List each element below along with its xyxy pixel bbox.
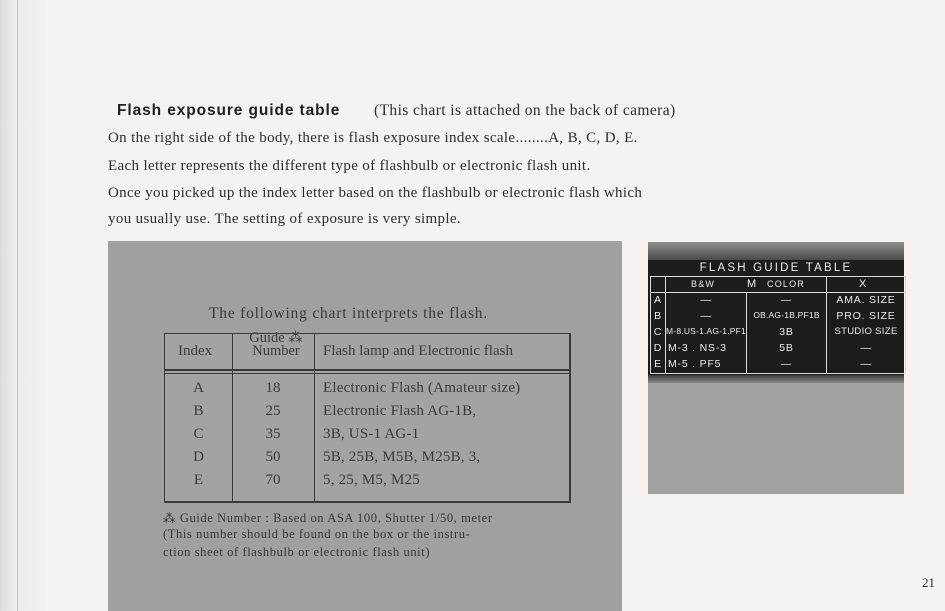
footnote-line: (This number should be found on the box or the instru- xyxy=(163,527,471,541)
section-heading: Flash exposure guide table xyxy=(117,102,341,119)
plate-color: — xyxy=(780,358,793,370)
plate-col-bw: B&W xyxy=(691,279,716,289)
table-row xyxy=(165,449,569,472)
page-number: 21 xyxy=(922,575,935,590)
plate-letter: E xyxy=(654,358,662,370)
cell-guide: 35 xyxy=(265,426,281,442)
plate-table xyxy=(650,276,906,374)
cell-guide: 50 xyxy=(265,449,281,465)
plate-title: FLASH GUIDE TABLE xyxy=(699,262,853,274)
heading-note: (This chart is attached on the back of camera) xyxy=(374,102,676,119)
plate-x: — xyxy=(860,358,872,370)
cell-guide: 70 xyxy=(265,472,281,488)
cell-flash: Electronic Flash AG-1B, xyxy=(323,403,477,419)
plate-x: — xyxy=(860,342,872,354)
plate-x: AMA. SIZE xyxy=(836,294,896,306)
header-divider xyxy=(165,373,569,374)
cell-index: C xyxy=(193,426,204,442)
plate-row xyxy=(651,357,905,373)
binding-edge xyxy=(17,0,18,611)
plate-x: PRO. SIZE xyxy=(836,310,896,322)
header-guide-line2: Number xyxy=(252,343,300,359)
cell-flash: 3B, US-1 AG-1 xyxy=(323,426,420,442)
flash-guide-plate xyxy=(648,242,904,383)
cell-flash: 5B, 25B, M5B, M25B, 3, xyxy=(323,449,481,465)
plate-row xyxy=(651,309,905,325)
table-row xyxy=(165,380,569,403)
plate-color: 5B xyxy=(779,342,794,354)
cell-index: E xyxy=(193,472,204,488)
camera-body-edge xyxy=(648,242,904,260)
plate-row xyxy=(651,325,905,341)
plate-row xyxy=(651,293,905,309)
paragraph-line: Each letter represents the different type of flashbulb or electronic flash unit. xyxy=(108,158,591,174)
plate-row xyxy=(651,341,905,357)
cell-index: D xyxy=(193,449,204,465)
cell-index: B xyxy=(193,403,204,419)
table-row xyxy=(165,426,569,449)
header-index: Index xyxy=(178,343,213,359)
cell-index: A xyxy=(193,380,204,396)
header-guide-line1: Guide ⁂ xyxy=(249,330,303,346)
table-row xyxy=(165,472,569,495)
plate-color: OB.AG-1B.PF1B xyxy=(753,310,820,320)
plate-bw: M-8.US-1.AG-1.PF1 xyxy=(666,326,746,336)
paragraph-line: you usually use. The setting of exposure is very simple. xyxy=(108,211,462,227)
plate-color: — xyxy=(780,294,793,306)
paragraph-line: Once you picked up the index letter based on the flashbulb or electronic flash which xyxy=(108,185,643,201)
paragraph-line: On the right side of the body, there is flash exposure index scale........A, B, C, D, E. xyxy=(108,130,638,146)
binding-gutter xyxy=(0,0,46,611)
plate-col-color: COLOR xyxy=(767,279,806,289)
panel-caption: The following chart interprets the flash. xyxy=(209,305,488,322)
plate-col-x: X xyxy=(859,278,868,290)
cell-flash: Electronic Flash (Amateur size) xyxy=(323,380,521,396)
plate-bw: M-3 . NS-3 xyxy=(668,342,727,354)
plate-letter: C xyxy=(653,326,663,338)
plate-letter: A xyxy=(654,294,662,306)
plate-color: 3B xyxy=(779,326,794,338)
plate-letter: B xyxy=(654,310,662,322)
camera-back-photo xyxy=(648,242,904,494)
header-guide-number xyxy=(241,332,311,358)
table-row xyxy=(165,403,569,426)
plate-bw: — xyxy=(700,310,712,322)
header-divider xyxy=(165,369,569,371)
guide-panel xyxy=(108,241,622,611)
footnote-line: ⁂ Guide Number : Based on ASA 100, Shutter 1/50, meter xyxy=(163,511,493,525)
cell-guide: 18 xyxy=(265,380,281,396)
header-flash: Flash lamp and Electronic flash xyxy=(323,343,513,359)
plate-header-row xyxy=(651,277,905,292)
cell-flash: 5, 25, M5, M25 xyxy=(323,472,420,488)
footnote-line: ction sheet of flashbulb or electronic flash unit) xyxy=(163,545,431,559)
plate-letter: D xyxy=(653,342,663,354)
plate-bw: M-5 . PF5 xyxy=(668,358,722,370)
cell-guide: 25 xyxy=(265,403,281,419)
camera-body-edge xyxy=(648,375,904,383)
plate-bw: — xyxy=(700,294,712,306)
plate-x: STUDIO SIZE xyxy=(834,326,898,337)
plate-col-m: M xyxy=(747,278,758,290)
guide-number-table xyxy=(164,330,571,503)
